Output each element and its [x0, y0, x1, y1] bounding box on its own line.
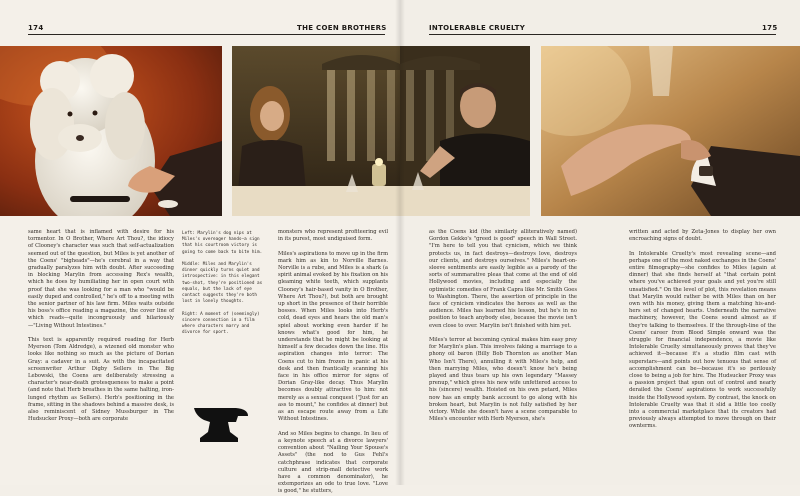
right-body-column-1: as the Coens kid (the similarly alliteratively named) Gordon Gekko's "greed is good" speech in Wall Street. "I'm here to tell you that cynicism, which we think protects us, in fact destroys—destroys love, destroys our clients, and destroys ourselves." Miles's heart-on-sleeve sentiments are easily legible as a parody of the sorts of summarative pleas that come at the end of old Hollywood movies, including and especially the optimistic comedies of Frank Capra like Mr. Smith Goes to Washington. There, the assertion of principle in the face of cynicism vindicates the heroes as well as the audience. Miles has learned his lesson, but he's in no position to teach anybody else, because the movie isn't even close to over. Marylin isn't finished with him yet. Miles's terror at becoming cynical makes him easy prey for Marylin's plan. This involves faking a marriage to a phony oil baron (Billy Bob Thornton as another Man Who Isn't There), annulling it with Miles's help, and then marrying Miles, who doesn't know he's being played and thus tears up his own legendary "Massey prenup," which gives his new wife unfettered access to his (sincere) wealth. Hoisted on his own petard, Miles now has an empty bank account to go along with his broken heart, but Marylin is not fully satisfied by her victory. While she doesn't have a scene comparable to Miles's encounter with Herb Myerson, she's [429, 229, 577, 423]
right-page-number: 175 [762, 24, 778, 32]
right-running-head: INTOLERABLE CRUELTY [429, 24, 526, 32]
book-gutter [395, 0, 405, 485]
dinner-photo-left-art [232, 46, 400, 216]
dinner-photo [232, 46, 400, 216]
poodle-photo [0, 46, 222, 216]
poodle-photo-art [0, 46, 222, 216]
left-running-head: THE COEN BROTHERS [297, 24, 387, 32]
dinner-photo-right-art [400, 46, 530, 216]
right-body-column-2: written and acted by Zeta-Jones to display her own encroaching signs of doubt. In Intolerable Cruelty's most revealing scene—and perhaps one of the most naked exchanges in the Coens' entire filmography—she confides to Miles (again at dinner) that she finds herself at "that certain point where you've achieved your goals and yet you're still unsatisfied." On the level of plot, this revelation means that Marylin would rather be with Miles than on her own with his money, giving them a matching his-and-hers set of changed hearts. Underneath the narrative machinery, however, the Coens sound almost as if they're talking to themselves. If the through-line of the Coens' career from Blood Simple onward was the struggle for financial independence, a movie like Intolerable Cruelty simultaneously proves that they've achieved it—because it's a studio film cast with superstars—and points out how tenuous that sense of accomplishment can be—because it's so perilously close to being a job for hire. The Hudsucker Proxy was a passion project that spun out of control and nearly derailed the Coens' aspirations to work successfully inside the Hollywood system. By contrast, the knock on Intolerable Cruelty was that it slid a little too coolly into a commercial marketplace that its creators had previously always attempted to move through on their ownterms. [629, 229, 776, 430]
left-header-rule [28, 34, 385, 35]
hands-photo [541, 46, 800, 216]
dinner-photo-right [400, 46, 530, 216]
right-header-rule [429, 34, 776, 35]
right-page [400, 0, 800, 485]
left-page-number: 174 [28, 24, 44, 32]
left-body-column-1: same heart that is inflamed with desire for his tormentor. In O Brother, Where Art Thou?, the idiocy of Clooney's character was such that self-actualization seemed out of the question, but Miles is yet another of the Coens' "bigheads"—he's cerebral in a way that gradually paralyzes him with doubt. After succeeding in blocking Marylin from accessing Rex's wealth, which he does by humiliating her in open court with proof that she was looking for a man who "would be easily duped and controlled," he's off to a meeting with the senior partner of his law firm. Miles waits outside his boss's office reading a magazine, the cover line of which reads—quite incongruously and hilariously—"Living Without Intestines." This text is apparently required reading for Herb Myerson (Tom Aldredge), a wizened old monster who looks like nothing so much as the picture of Dorian Gray: a cadaver in a suit. As with the incapacitated screenwriter Arthur Digby Sellers in The Big Lebowski, the Coens are deliberately stressing a character's near-death grotesqueness to make a point (and note that Herb breathes in the same halting, iron-lunged rhythm as Sellers). Herb's positioning in the frame, sitting in the shadows behind a massive desk, is also reminiscent of Sidney Mussburger in The Hudsucker Proxy—both are corporate [28, 229, 174, 423]
left-body-column-3: monsters who represent profiteering evil in its purest, most undiguised form. Miles's aspirations to move up in the firm mark him as kin to Norville Barnes. Norville is a rube, and Miles is a shark (a spirit animal evoked by his fixation on his gleaming white teeth, which supplants Clooney's hair-based vanity in O Brother, Where Art Thou?), but both are brought up short in the presence of their horrible bosses. When Miles looks into Herb's cold, dead eyes and hears the old man's spiel about working even harder if he knows what's good for him, he understands that he might be looking at himself a few decades down the line. His aspiration changes into terror: The Coens cut to him frozen in panic at his desk and then frantically scanning his face in his office mirror for signs of Dorian Gray-like decay. Thus Marylin becomes doubly attractive to him: not merely as a sexual conquest ("Just for an ass to mount," he confides at dinner) but as an escape route away from a Life Without Intestines. And so Miles begins to change. In lieu of a keynote speech at a divorce lawyers' convention about "Nailing Your Spouse's Assets" (the nod to Gus Fehl's catchphrase indicates that corporate culture and strip-mall detective work have a common denominator), he extemporizes an ode to true love. "Love is good," he stutters, [278, 229, 388, 495]
hands-photo-art [541, 46, 800, 216]
photo-captions: Left: Marylin's dog nips at Miles's overeager hands—a sign that his courtroom victory is going to come back to bite him. Middle: Miles and Marylin's dinner quickly turns quiet and introspective: in this elegant two-shot, they're positioned as equals, but the lack of eye contact suggests they're both lost in lonely thoughts. Right: A moment of (seemingly) sincere connection in a film where characters marry and divorce for sport. [182, 231, 263, 336]
anvil-icon [190, 398, 250, 444]
